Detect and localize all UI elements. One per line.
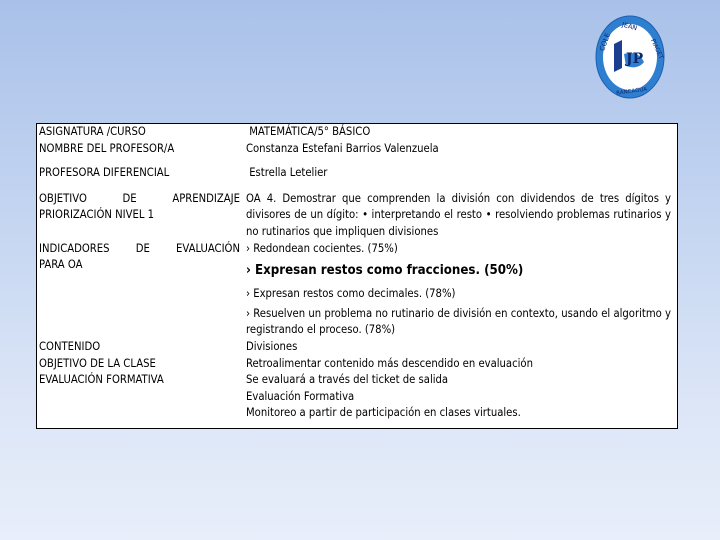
value-cell [242, 241, 678, 339]
value-formative-2: Evaluación Formativa [246, 389, 355, 403]
row-content [37, 339, 678, 428]
planning-table [36, 123, 678, 429]
label-indicators: INDICADORES DE EVALUACIÓN [39, 241, 240, 255]
label-cell [37, 165, 243, 188]
label-priority: PRIORIZACIÓN NIVEL 1 [39, 208, 155, 222]
value-objective: OA 4. Demostrar que comprenden la división con dividendos de tres dígitos y divisores de un dígito: • interpretando el resto • resolviendo problemas rutinarios y no rutinarios que impliquen divisiones [246, 191, 671, 238]
school-logo [594, 14, 666, 100]
value-cell [242, 339, 678, 428]
logo-text-right: PIAGET [649, 37, 665, 61]
label-teacher: NOMBRE DEL PROFESOR/A [39, 141, 175, 155]
row-indicators [37, 241, 678, 339]
label-subject: ASIGNATURA /CURSO [39, 125, 146, 138]
row-subject-teacher [37, 124, 678, 166]
value-content: Divisiones [246, 339, 298, 353]
label-class-objective: OBJETIVO DE LA CLASE [39, 356, 156, 370]
value-formative-1: Se evaluará a través del ticket de salida [246, 373, 449, 387]
row-objective [37, 188, 678, 241]
row-differential-teacher [37, 165, 678, 188]
indicator-item: › Expresan restos como fracciones. (50%) [246, 263, 524, 279]
value-differential: Estrella Letelier [246, 166, 328, 180]
logo-mark-left [614, 40, 622, 72]
label-cell [37, 241, 243, 339]
logo-text-bottom: RANCAGUA [615, 86, 648, 97]
label-differential: PROFESORA DIFERENCIAL [39, 166, 170, 180]
value-cell [242, 124, 678, 166]
label-objective: OBJETIVO DE APRENDIZAJE [39, 191, 240, 205]
value-teacher: Constanza Estefani Barrios Valenzuela [246, 141, 439, 155]
indicator-item: › Expresan restos como decimales. (78%) [246, 287, 456, 301]
logo-monogram: JP [626, 51, 644, 67]
indicator-item: › Resuelven un problema no rutinario de división en contexto, usando el algoritmo y registrando el proceso. (78%) [246, 306, 671, 337]
label-cell [37, 188, 243, 241]
value-class-objective: Retroalimentar contenido más descendido en evaluación [246, 356, 533, 370]
label-content: CONTENIDO [39, 339, 101, 353]
label-formative: EVALUACIÓN FORMATIVA [39, 373, 164, 387]
value-formative-3: Monitoreo a partir de participación en clases virtuales. [246, 406, 521, 420]
value-cell [242, 165, 678, 188]
indicator-item: › Redondean cocientes. (75%) [246, 241, 398, 255]
label-cell [37, 124, 243, 166]
label-for-oa: PARA OA [39, 258, 83, 272]
label-cell [37, 339, 243, 428]
value-subject: MATEMÁTICA/5° BÁSICO [246, 125, 371, 138]
logo-text-top: JEAN [621, 20, 639, 33]
value-cell [242, 188, 678, 241]
logo-text-left: COLE [598, 31, 613, 53]
